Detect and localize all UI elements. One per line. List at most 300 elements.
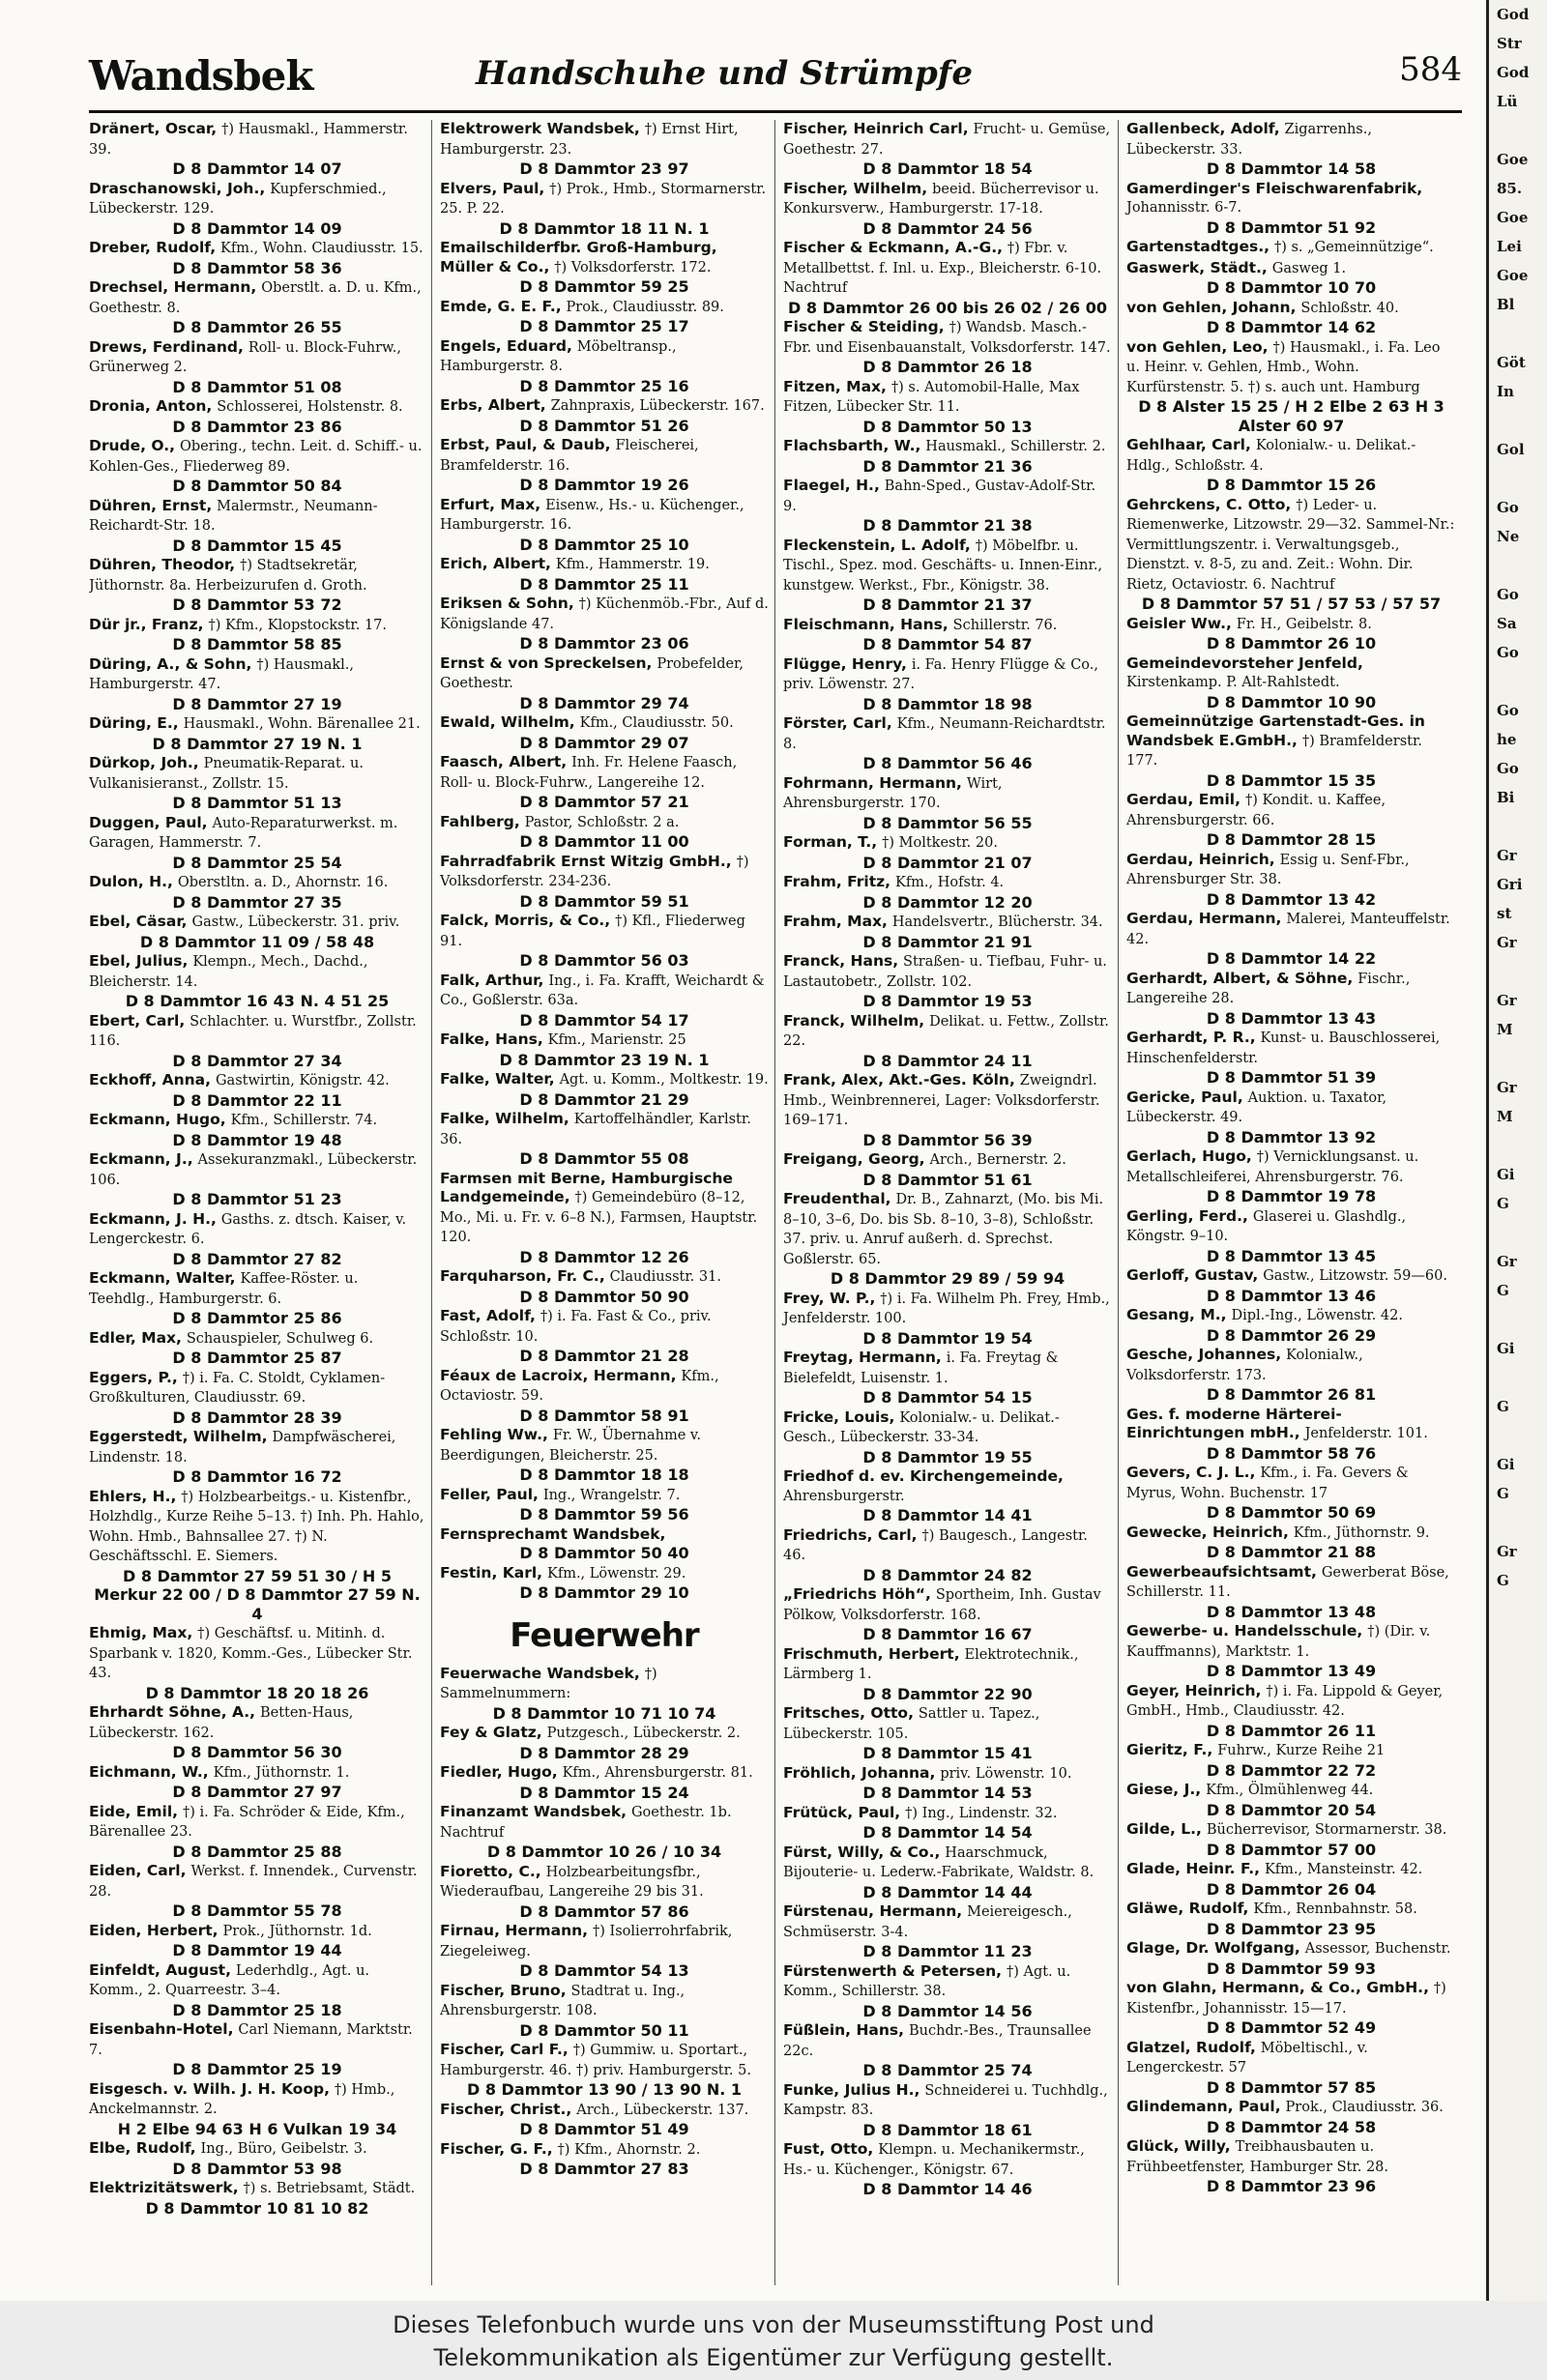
entry-phone-number: D 8 Dammtor 13 42: [1206, 889, 1377, 909]
directory-entry: [1126, 1207, 1456, 1266]
entry-details: Hausmakl., Wohn. Bärenallee 21.: [183, 716, 421, 732]
entry-phone-number: D 8 Dammtor 12 20: [862, 892, 1033, 912]
directory-entry: [440, 1922, 769, 1981]
entry-details: priv. Löwenstr. 10.: [940, 1765, 1072, 1782]
entry-details: Handelsvertr., Blücherstr. 34.: [891, 914, 1103, 930]
directory-entry: [89, 1329, 425, 1368]
entry-details: Schlosserei, Holstenstr. 8.: [217, 399, 403, 415]
directory-entry: [89, 1803, 425, 1862]
entry-name: Ewald, Wilhelm,: [440, 713, 575, 731]
entry-phone-number: D 8 Dammtor 56 30: [172, 1743, 342, 1761]
entry-details: Inh. Fr. Helene Faasch, Roll- u. Block-Fuhrw., Langereihe 12.: [440, 755, 738, 791]
entry-details: Dipl.-Ing., Löwenstr. 42.: [1231, 1308, 1403, 1323]
entry-name: Eisenbahn-Hotel,: [89, 2020, 234, 2038]
entry-phone-number: D 8 Dammtor 58 76: [1206, 1443, 1377, 1463]
entry-details: Oberstltn. a. D., Ahornstr. 16.: [177, 875, 389, 890]
directory-entry: [89, 556, 425, 615]
entry-name: Frank, Alex, Akt.-Ges. Köln,: [783, 1071, 1015, 1088]
entry-phone-number: D 8 Dammtor 23 06: [519, 634, 689, 653]
entry-name: Eiden, Herbert,: [89, 1921, 219, 1939]
entry-name: Dränert, Oscar,: [89, 120, 218, 137]
entry-details: †) Vernicklungsanst. u. Metallschleiferei, Ahrensburgerstr. 76.: [1126, 1149, 1419, 1185]
directory-entry: [440, 1307, 769, 1366]
directory-entry: [89, 1369, 425, 1428]
directory-entry: [440, 1803, 769, 1862]
directory-entry: [440, 180, 769, 239]
entry-phone-number: D 8 Dammtor 58 36: [172, 258, 342, 277]
entry-name: Geisler Ww.,: [1126, 614, 1232, 632]
directory-entry: [1126, 1306, 1456, 1345]
directory-entry: [440, 1170, 769, 1267]
entry-details: †) i. Fa. Lippold & Geyer, GmbH., Hmb., Claudiusstr. 42.: [1126, 1683, 1444, 1719]
entry-phone-number: D 8 Dammtor 10 81 10 82: [145, 2198, 369, 2218]
entry-phone-number: D 8 Dammtor 56 55: [862, 813, 1033, 832]
entry-name: Feller, Paul,: [440, 1485, 539, 1503]
entry-name: Faasch, Albert,: [440, 753, 568, 770]
directory-entry: [89, 714, 425, 753]
directory-entry: [783, 2081, 1112, 2140]
directory-entry: [783, 1467, 1112, 1525]
directory-entry: [440, 120, 769, 179]
entry-name: Fischer & Eckmann, A.-G.,: [783, 239, 1003, 256]
directory-entry: [783, 2140, 1112, 2199]
entry-name: Geyer, Heinrich,: [1126, 1681, 1262, 1699]
entry-details: Johannisstr. 6-7.: [1126, 200, 1242, 216]
entry-name: Ebel, Julius,: [89, 952, 189, 970]
entry-details: Kfm., Löwenstr. 29.: [547, 1565, 686, 1582]
entry-phone-number: D 8 Dammtor 13 49: [1206, 1662, 1377, 1680]
entry-details: Wirt, Ahrensburgerstr. 170.: [783, 775, 1003, 811]
edge-fragment: Go: [1497, 499, 1519, 516]
entry-phone-number: D 8 Dammtor 26 10: [1206, 634, 1377, 653]
entry-details: †) Kfl., Fliederweg 91.: [440, 914, 745, 949]
entry-phone-number: D 8 Dammtor 14 07: [172, 160, 342, 178]
entry-details: Sattler u. Tapez., Lübeckerstr. 105.: [783, 1706, 1040, 1742]
directory-entry: [89, 2179, 425, 2218]
entry-phone-number: D 8 Dammtor 13 46: [1206, 1286, 1377, 1305]
entry-phone-number: D 8 Dammtor 29 07: [519, 733, 689, 752]
directory-entry: [1126, 615, 1456, 653]
entry-details: †) Hausmakl., Hammerstr. 39.: [89, 122, 408, 158]
entry-details: Kirstenkamp. P. Alt-Rahlstedt.: [1126, 675, 1340, 690]
entry-name: Finanzamt Wandsbek,: [440, 1803, 628, 1820]
directory-entry: [440, 1110, 769, 1169]
entry-details: Claudiusstr. 31.: [609, 1269, 721, 1285]
entry-details: Haarschmuck, Bijouterie- u. Lederw.-Fabrikate, Waldstr. 8.: [783, 1844, 1095, 1880]
entry-phone-number: D 8 Dammtor 57 21: [519, 793, 689, 811]
directory-entry: [440, 337, 769, 396]
entry-phone-number: D 8 Dammtor 52 49: [1206, 2018, 1377, 2037]
edge-fragment: Ne: [1497, 528, 1520, 545]
edge-fragment: [1497, 1044, 1547, 1073]
edge-fragment: Gi: [1497, 1166, 1515, 1183]
entry-name: Eggers, P.,: [89, 1368, 178, 1386]
entry-name: Friedhof d. ev. Kirchengemeinde,: [783, 1467, 1064, 1485]
entry-details: †) Wandsb. Masch.-Fbr. und Eisenbauanstalt, Volksdorferstr. 147.: [783, 320, 1111, 356]
entry-name: Fust, Otto,: [783, 2140, 874, 2158]
directory-entry: [440, 496, 769, 555]
entry-name: Freigang, Georg,: [783, 1150, 925, 1168]
entry-name: Frütück, Paul,: [783, 1803, 901, 1821]
entry-phone-number: D 8 Dammtor 29 10: [519, 1583, 689, 1602]
directory-entry: [1126, 259, 1456, 298]
entry-name: Emde, G. E. F.,: [440, 297, 562, 315]
entry-phone-number: D 8 Dammtor 20 54: [1206, 1800, 1377, 1819]
entry-name: Gallenbeck, Adolf,: [1126, 120, 1280, 137]
entry-details: Malerei, Manteuffelstr. 42.: [1126, 912, 1450, 947]
entry-details: Kfm., Marienstr. 25: [547, 1032, 686, 1048]
entry-details: Treibhausbauten u. Frühbeetfenster, Hamburger Str. 28.: [1126, 2139, 1389, 2175]
entry-phone-number: D 8 Dammtor 50 84: [172, 477, 342, 495]
directory-entry: [89, 1428, 425, 1487]
entry-name: Gewecke, Heinrich,: [1126, 1523, 1289, 1541]
directory-entry: [1126, 654, 1456, 712]
edge-fragment: [1497, 1363, 1547, 1392]
entry-phone-number: D 8 Dammtor 50 69: [1206, 1503, 1377, 1522]
entry-name: Ehlers, H.,: [89, 1487, 177, 1505]
entry-phone-number: D 8 Dammtor 28 15: [1206, 830, 1377, 849]
edge-fragment: Gr: [1497, 1079, 1517, 1096]
directory-entry: [440, 713, 769, 752]
entry-details: †) Hausmakl., Hamburgerstr. 47.: [89, 656, 354, 692]
entry-phone-number: D 8 Dammtor 54 17: [519, 1010, 689, 1030]
entry-phone-number: D 8 Dammtor 12 26: [519, 1247, 689, 1266]
edge-fragment: [1497, 957, 1547, 986]
entry-phone-number: D 8 Dammtor 14 58: [1206, 160, 1377, 178]
entry-name: Fischer, Bruno,: [440, 1981, 567, 1999]
entry-details: Roll- u. Block-Fuhrw., Grünerweg 2.: [89, 339, 401, 375]
entry-name: Gaswerk, Städt.,: [1126, 258, 1268, 276]
directory-entry: [440, 2101, 769, 2139]
entry-details: Essig u. Senf-Fbr., Ahrensburger Str. 38.: [1126, 852, 1410, 887]
entry-name: Festin, Karl,: [440, 1563, 543, 1582]
entry-details: †) Volksdorferstr. 172.: [554, 259, 712, 276]
directory-entry: [1126, 1900, 1456, 1938]
edge-fragment: God: [1497, 64, 1530, 81]
directory-entry: [89, 616, 425, 654]
entry-name: Farmsen mit Berne, Hamburgische Landgemeinde,: [440, 1169, 733, 1205]
entry-phone-number: D 8 Dammtor 14 41: [862, 1506, 1033, 1524]
footer-line-1: Dieses Telefonbuch wurde uns von der Museumsstiftung Post und: [393, 2311, 1154, 2338]
directory-entry: [1126, 2039, 1456, 2098]
entry-phone-number: D 8 Dammtor 26 04: [1206, 1879, 1377, 1899]
entry-phone-number: D 8 Dammtor 23 19 N. 1: [499, 1050, 710, 1069]
entry-name: Eide, Emil,: [89, 1802, 179, 1820]
directory-entry: [783, 1645, 1112, 1704]
adjacent-page-edge: [1486, 0, 1547, 2301]
entry-phone-number: D 8 Dammtor 25 74: [862, 2061, 1033, 2079]
directory-entry: [1126, 1741, 1456, 1780]
entry-phone-number: D 8 Dammtor 16 43 N. 4 51 25: [125, 992, 390, 1010]
directory-entry: [440, 2140, 769, 2179]
directory-entry: [440, 1982, 769, 2041]
entry-details: Pastor, Schloßstr. 2 a.: [524, 814, 680, 830]
entry-name: Fischer, Wilhelm,: [783, 179, 928, 197]
directory-entry: [1126, 712, 1456, 790]
entry-details: Dampfwäscherei, Lindenstr. 18.: [89, 1430, 396, 1466]
directory-entry: [1126, 1524, 1456, 1562]
directory-entry: [783, 1704, 1112, 1763]
entry-details: Kfm., Octaviostr. 59.: [440, 1368, 719, 1404]
entry-details: Goethestr. 1b. Nachtruf: [440, 1805, 732, 1841]
entry-phone-number: D 8 Dammtor 14 53: [862, 1784, 1033, 1802]
entry-name: Glage, Dr. Wolfgang,: [1126, 1939, 1300, 1957]
entry-details: †) i. Fa. Schröder & Eide, Kfm., Bärenallee 23.: [89, 1804, 405, 1840]
directory-entry: [783, 1190, 1112, 1289]
directory-entry: [783, 1150, 1112, 1189]
directory-entry: [89, 278, 425, 337]
directory-entry: [1126, 1147, 1456, 1206]
edge-fragment: Lei: [1497, 238, 1522, 255]
column-1: [89, 120, 432, 2285]
entry-phone-number: D 8 Dammtor 18 54: [862, 160, 1033, 178]
directory-entry: [440, 1267, 769, 1306]
entry-phone-number: D 8 Dammtor 11 00: [519, 832, 689, 851]
entry-phone-number: D 8 Dammtor 18 20 18 26: [145, 1683, 369, 1702]
edge-fragment: Gr: [1497, 992, 1517, 1009]
entry-details: †) Baugesch., Langestr. 46.: [783, 1527, 1088, 1563]
entry-details: Eisenw., Hs.- u. Küchenger., Hamburgerstr. 16.: [440, 497, 744, 533]
edge-fragment: [1497, 551, 1547, 580]
entry-phone-number: D 8 Dammtor 59 51: [519, 891, 689, 911]
directory-entry: [783, 239, 1112, 317]
entry-details: Kfm., Jüthornstr. 9.: [1293, 1524, 1430, 1541]
entry-details: Schillerstr. 76.: [952, 617, 1058, 633]
entry-phone-number: D 8 Dammtor 13 43: [1206, 1008, 1377, 1028]
directory-entry: [440, 972, 769, 1030]
entry-name: Gehlhaar, Carl,: [1126, 436, 1251, 453]
entry-details: †) Gemeindebüro (8–12, Mo., Mi. u. Fr. v. 6–8 N.), Farmsen, Hauptstr. 120.: [440, 1190, 758, 1245]
entry-details: †) Bramfelderstr. 177.: [1126, 733, 1422, 769]
entry-name: Ges. f. moderne Härterei-Einrichtungen mbH.,: [1126, 1405, 1342, 1441]
entry-name: Gehrckens, C. Otto,: [1126, 495, 1292, 513]
entry-name: Eckhoff, Anna,: [89, 1071, 212, 1088]
entry-phone-number: D 8 Dammtor 50 90: [519, 1287, 689, 1306]
directory-entry: [1126, 120, 1456, 179]
edge-fragment: st: [1497, 905, 1512, 922]
directory-entry: [783, 318, 1112, 377]
entry-name: Dühren, Theodor,: [89, 556, 236, 573]
entry-details: Arch., Lübeckerstr. 137.: [576, 2102, 749, 2118]
directory-entry: [783, 378, 1112, 437]
entry-phone-number: D 8 Dammtor 10 70: [1206, 278, 1377, 297]
entry-name: Gerling, Ferd.,: [1126, 1206, 1248, 1225]
directory-entry: [440, 1030, 769, 1069]
entry-details: Möbeltischl., v. Lengerckestr. 57: [1126, 2040, 1368, 2075]
entry-phone-number: D 8 Dammtor 58 85: [172, 635, 342, 653]
entry-name: Draschanowski, Joh.,: [89, 179, 266, 197]
edge-fragment: he: [1497, 731, 1517, 748]
directory-entry: [783, 616, 1112, 654]
entry-details: Gastw., Lübeckerstr. 31. priv.: [191, 914, 400, 930]
entry-details: Schloßstr. 40.: [1300, 300, 1399, 316]
entry-phone-number: D 8 Dammtor 13 45: [1206, 1246, 1377, 1265]
entry-name: Féaux de Lacroix, Hermann,: [440, 1366, 677, 1384]
entry-phone-number: D 8 Dammtor 51 08: [172, 377, 342, 396]
entry-phone-number: D 8 Dammtor 19 26: [519, 476, 689, 494]
entry-phone-number: D 8 Dammtor 19 54: [862, 1328, 1033, 1348]
edge-fragment: [1497, 1305, 1547, 1334]
entry-details: Kupferschmied., Lübeckerstr. 129.: [89, 181, 387, 217]
entry-name: Fioretto, C.,: [440, 1862, 541, 1880]
directory-entry: [783, 477, 1112, 536]
entry-name: Eisgesch. v. Wilh. J. H. Koop,: [89, 2079, 330, 2098]
entry-details: Fr. W., Übernahme v. Beerdigungen, Bleicherstr. 25.: [440, 1428, 701, 1464]
entry-name: von Glahn, Hermann, & Co., GmbH.,: [1126, 1979, 1429, 1996]
entry-details: Gastwirtin, Königstr. 42.: [215, 1073, 390, 1088]
directory-entry: [440, 595, 769, 653]
directory-entry: [89, 913, 425, 951]
entry-name: Dürkop, Joh.,: [89, 754, 199, 771]
directory-entry: [89, 120, 425, 179]
entry-details: †) Kfm., Klopstockstr. 17.: [208, 617, 388, 633]
directory-entry: [783, 537, 1112, 615]
entry-phone-number: D 8 Dammtor 51 39: [1206, 1068, 1377, 1087]
entry-name: Ebert, Carl,: [89, 1011, 186, 1030]
entry-name: Farquharson, Fr. C.,: [440, 1267, 605, 1285]
entry-name: Dür jr., Franz,: [89, 615, 204, 633]
entry-phone-number: D 8 Dammtor 11 09 / 58 48: [139, 932, 375, 951]
directory-entry: [1126, 791, 1456, 850]
entry-name: Edler, Max,: [89, 1328, 182, 1347]
entry-name: Falke, Wilhelm,: [440, 1110, 569, 1127]
entry-phone-number: D 8 Dammtor 13 92: [1206, 1127, 1377, 1146]
entry-details: †) Hmb., Anckelmannstr. 2.: [89, 2081, 395, 2117]
entry-details: Gewerberat Böse, Schillerstr. 11.: [1126, 1564, 1449, 1600]
edge-fragment: Go: [1497, 644, 1519, 661]
entry-phone-number: D 8 Dammtor 16 72: [172, 1467, 342, 1486]
edge-fragment: Gi: [1497, 1456, 1515, 1473]
entry-phone-number: D 8 Dammtor 56 46: [862, 754, 1033, 772]
entry-phone-number: D 8 Dammtor 21 28: [519, 1347, 689, 1365]
directory-entry: [1126, 1464, 1456, 1523]
entry-name: Glück, Willy,: [1126, 2137, 1231, 2155]
entry-details: Malermstr., Neumann-Reichardt-Str. 18.: [89, 498, 378, 534]
entry-name: Fitzen, Max,: [783, 377, 887, 395]
directory-entry: [783, 1408, 1112, 1467]
entry-phone-number: D 8 Dammtor 25 18: [172, 2000, 342, 2019]
entry-phone-number: D 8 Dammtor 56 39: [862, 1130, 1033, 1149]
entry-name: Frahm, Max,: [783, 913, 888, 930]
directory-entry: [783, 873, 1112, 912]
directory-entry: [1126, 1781, 1456, 1819]
entry-details: †) Gummiw. u. Sportart., Hamburgerstr. 46. †) priv. Hamburgerstr. 5.: [440, 2043, 751, 2078]
entry-name: Gläwe, Rudolf,: [1126, 1900, 1249, 1917]
entry-details: †) Hausmakl., i. Fa. Leo u. Heinr. v. Gehlen, Hmb., Wohn. Kurfürstenstr. 5. †) s. auch unt. Hamburg: [1126, 339, 1441, 395]
entry-phone-number: D 8 Dammtor 15 45: [172, 536, 342, 555]
entry-name: Erich, Albert,: [440, 555, 551, 572]
directory-entry: [89, 873, 425, 912]
entry-phone-number: D 8 Dammtor 24 82: [862, 1565, 1033, 1584]
directory-entry: [440, 1564, 769, 1603]
entry-name: Fröhlich, Johanna,: [783, 1763, 936, 1782]
entry-name: Ehrhardt Söhne, A.,: [89, 1703, 256, 1721]
entry-phone-number: D 8 Dammtor 24 56: [862, 218, 1033, 238]
directory-entry: [89, 1961, 425, 2020]
directory-entry: [783, 2021, 1112, 2080]
directory-entry: [783, 1902, 1112, 1961]
directory-entry: [783, 1843, 1112, 1902]
entry-phone-number: D 8 Dammtor 10 71 10 74: [492, 1703, 716, 1723]
edge-fragment: [1497, 1508, 1547, 1537]
entry-name: Eiden, Carl,: [89, 1862, 187, 1879]
entry-phone-number: D 8 Dammtor 10 90: [1206, 692, 1377, 711]
entry-name: Fischer, Christ.,: [440, 2100, 572, 2118]
directory-entry: [783, 120, 1112, 179]
entry-details: beeid. Bücherrevisor u. Konkursverw., Hamburgerstr. 17-18.: [783, 181, 1099, 217]
entry-details: Fuhrw., Kurze Reihe 21: [1217, 1743, 1386, 1758]
directory-entry: [440, 1763, 769, 1802]
directory-entry: [783, 1764, 1112, 1803]
entry-details: Assekuranzmakl., Lübeckerstr. 106.: [89, 1152, 418, 1188]
entry-details: †) Fbr. v. Metallbettst. f. Inl. u. Exp., Bleicherstr. 6-10. Nachtruf: [783, 241, 1102, 296]
entry-phone-number: D 8 Dammtor 23 96: [1206, 2177, 1377, 2195]
entry-name: Falke, Walter,: [440, 1070, 555, 1088]
directory-entry: [783, 1962, 1112, 2021]
entry-name: Falk, Arthur,: [440, 971, 544, 989]
entry-name: Erfurt, Max,: [440, 495, 541, 513]
entry-phone-number: D 8 Dammtor 18 98: [862, 694, 1033, 713]
entry-phone-number: D 8 Dammtor 51 26: [519, 416, 689, 435]
directory-entry: [440, 1070, 769, 1109]
entry-phone-number: D 8 Dammtor 27 83: [519, 2160, 689, 2178]
entry-details: Carl Niemann, Marktstr. 7.: [89, 2022, 413, 2058]
entry-details: Jenfelderstr. 101.: [1304, 1426, 1428, 1441]
entry-details: Kfm., Mansteinstr. 42.: [1264, 1862, 1423, 1877]
entry-name: Elvers, Paul,: [440, 179, 545, 197]
entry-name: Fleckenstein, L. Adolf,: [783, 536, 971, 554]
entry-name: von Gehlen, Johann,: [1126, 298, 1297, 316]
directory-entry: [1126, 299, 1456, 337]
directory-entry: [89, 1862, 425, 1921]
directory-entry: [89, 952, 425, 1011]
directory-entry: [89, 397, 425, 436]
directory-entry: [89, 1624, 425, 1702]
entry-details: i. Fa. Henry Flügge & Co., priv. Löwenstr. 27.: [783, 656, 1098, 692]
column-4: [1119, 120, 1462, 2285]
entry-details: Kfm., Hofstr. 4.: [894, 875, 1005, 890]
edge-fragment: Str: [1497, 35, 1522, 52]
edge-fragment: Gi: [1497, 1340, 1515, 1357]
entry-name: Ehmig, Max,: [89, 1624, 193, 1641]
entry-phone-number: D 8 Dammtor 21 38: [862, 516, 1033, 535]
entry-phone-number: D 8 Dammtor 18 11 N. 1: [499, 218, 710, 238]
directory-entry: [1126, 1406, 1456, 1464]
entry-details: Fischr., Langereihe 28.: [1126, 971, 1411, 1006]
entry-name: Gieritz, F.,: [1126, 1741, 1213, 1758]
entry-phone-number: D 8 Dammtor 54 15: [862, 1388, 1033, 1407]
directory-entry: [440, 654, 769, 713]
entry-name: Fiedler, Hugo,: [440, 1763, 558, 1781]
entry-details: †) Holzbearbeitgs.- u. Kistenfbr., Holzhdlg., Kurze Reihe 5–13. †) Inh. Ph. Hahlo, Wohn. Hmb., Bahnsallee 27. †) N. Geschäftsschl. E. Siemers.: [89, 1489, 424, 1564]
entry-details: †) Geschäftsf. u. Mitinh. d. Sparbank v. 1820, Komm.-Ges., Lübecker Str. 43.: [89, 1626, 413, 1681]
entry-phone-number: D 8 Dammtor 25 17: [519, 317, 689, 335]
entry-phone-number: D 8 Dammtor 15 24: [519, 1783, 689, 1802]
entry-details: Kfm., Neumann-Reichardtstr. 8.: [783, 716, 1106, 752]
entry-phone-number: D 8 Dammtor 27 35: [172, 892, 342, 912]
page-number: 584: [1399, 50, 1462, 89]
edge-fragment: God: [1497, 6, 1530, 23]
entry-details: Sportheim, Inh. Gustav Pölkow, Volksdorferstr. 168.: [783, 1587, 1101, 1623]
entry-phone-number: D 8 Dammtor 29 74: [519, 693, 689, 712]
entry-name: Eckmann, J.,: [89, 1150, 193, 1168]
entry-name: Fürstenwerth & Petersen,: [783, 1961, 1003, 1980]
entry-name: Eckmann, Walter,: [89, 1269, 236, 1287]
entry-phone-number: D 8 Dammtor 23 95: [1206, 1919, 1377, 1938]
entry-phone-number: D 8 Dammtor 14 44: [862, 1882, 1033, 1901]
directory-entry: [783, 1290, 1112, 1349]
entry-details: Gasths. z. dtsch. Kaiser, v. Lengerckestr. 6.: [89, 1211, 407, 1247]
